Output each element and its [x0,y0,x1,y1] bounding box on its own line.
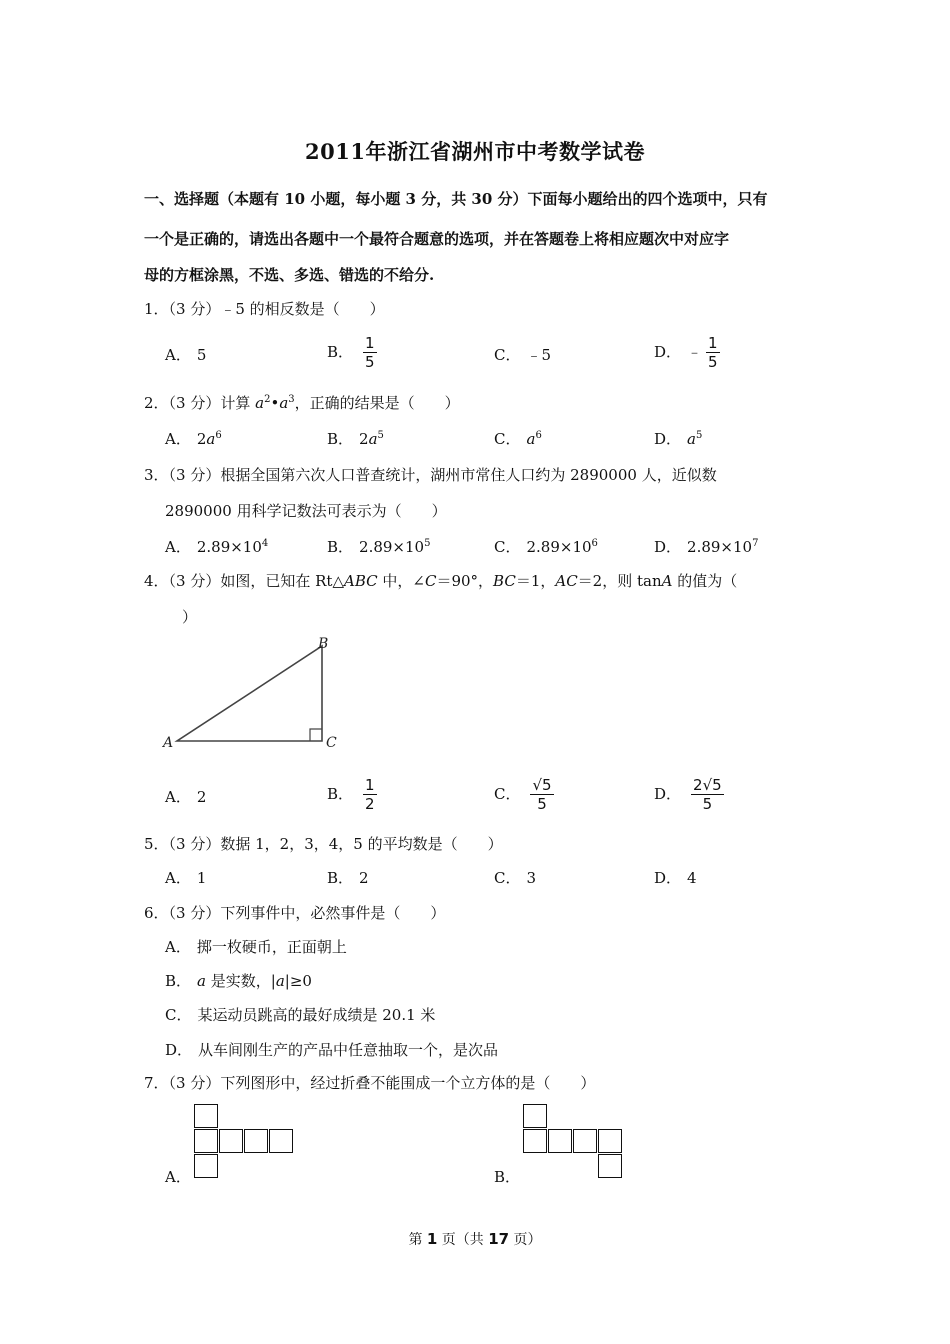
page-footer [0,1229,950,1249]
net-square [548,1129,572,1153]
question-3-stem-line2: 2890000 用科学记数法可表示为（ ） [165,502,447,520]
right-angle-mark [310,729,322,741]
option-letter: D． [165,1041,193,1059]
option-value: ﹣5 [526,346,552,364]
side-name: AC [555,572,578,590]
variable: a [275,972,285,990]
exponent: 7 [752,538,759,549]
variable: a [197,972,206,990]
variable: a [687,430,696,448]
denominator: 5 [708,353,718,371]
question-5-option-b [327,867,369,888]
cube-net-b [523,1104,625,1180]
fraction [691,776,724,813]
denominator: 5 [702,795,713,813]
minus-sign: ﹣ [687,342,703,361]
question-2-option-a [165,428,222,449]
page-number: 1 [426,1230,438,1248]
triangle-shape [177,646,322,741]
base: 2.89×10 [196,538,262,556]
exponent: 5 [695,430,703,441]
option-letter: C． [165,1006,192,1024]
net-square [194,1104,218,1128]
exponent: 6 [535,430,542,441]
variable: a [206,430,216,448]
stem-text: ＝90°， [436,572,494,590]
vertex-label-a: A [163,735,174,751]
option-value: 4 [687,869,697,887]
question-2-option-d [654,428,702,449]
fraction [363,776,377,813]
denominator: 2 [365,795,375,813]
question-6-stem: 6．（3 分）下列事件中，必然事件是（ ） [144,904,446,922]
footer-text: 页（共 [437,1232,489,1248]
question-3-option-c [494,536,598,557]
option-letter: B． [327,430,354,448]
fraction [706,334,720,371]
question-1-option-b [327,334,377,371]
option-letter: C． [494,346,521,364]
vertex-label-c: C [326,735,337,751]
denominator: 5 [365,353,375,371]
numerator: 1 [365,776,375,794]
option-letter: C． [494,784,521,803]
base: 2.89×10 [687,538,753,556]
option-letter: B． [327,342,354,361]
net-square [573,1129,597,1153]
net-square [523,1129,547,1153]
option-value: 3 [526,869,537,887]
question-4-stem-line2: ） [182,608,198,626]
variable: a [526,430,536,448]
option-letter: D． [654,342,682,361]
option-letter: B． [327,869,354,887]
net-square [244,1129,268,1153]
option-letter: D． [654,784,682,803]
option-letter: A． [165,869,191,887]
exponent: 5 [377,430,384,441]
question-3-stem-line1: 3．（3 分）根据全国第六次人口普查统计，湖州市常住人口约为 2890000 人，近似数 [144,466,717,484]
question-4-option-a [165,786,206,807]
exponent: 3 [288,394,295,405]
numerator: 1 [708,334,718,352]
question-3-option-d [654,536,758,557]
question-6-option-c [165,1004,435,1025]
variable: a [279,394,289,412]
footer-text: 页） [509,1232,542,1248]
option-text: 是实数，| [205,972,276,990]
option-letter: C． [494,538,521,556]
net-square [194,1154,218,1178]
denominator: 5 [537,795,547,813]
numerator: 2√5 [693,776,722,794]
question-5-option-a [165,867,206,888]
question-6-option-d [165,1039,498,1060]
section-instructions-line3: 母的方框涂黑，不选、多选、错选的不给分. [144,266,435,284]
exponent: 6 [215,430,222,441]
variable: a [368,430,378,448]
option-value: 2 [196,788,207,806]
option-value: 从车间刚生产的产品中任意抽取一个，是次品 [198,1041,499,1059]
question-4-option-c [494,776,554,813]
variable: a [255,394,265,412]
option-letter: D． [654,430,682,448]
option-letter: A． [165,938,191,956]
stem-text: ，正确的结果是（ ） [294,394,460,412]
question-3-option-a [165,536,268,557]
net-square [269,1129,293,1153]
question-2-stem [144,392,812,413]
question-7-option-b-label: B． [494,1168,521,1186]
option-letter: C． [494,430,521,448]
question-3-option-b [327,536,430,557]
stem-text: 4．（3 分）如图，已知在 Rt△ [144,572,344,590]
coefficient: 2 [359,430,369,448]
question-5-option-c [494,867,536,888]
question-2-option-b [327,428,384,449]
option-letter: A． [165,788,191,806]
fraction [530,776,553,813]
coefficient: 2 [196,430,207,448]
option-letter: C． [494,869,521,887]
option-letter: B． [327,538,354,556]
net-square [523,1104,547,1128]
option-letter: D． [654,869,682,887]
exponent: 5 [424,538,431,549]
vertex-label-b: B [318,636,329,652]
question-5-option-d [654,867,697,888]
option-value: 5 [196,346,207,364]
question-4-stem-line1 [144,570,812,591]
side-name: BC [493,572,516,590]
stem-text: ＝1， [515,572,556,590]
option-letter: D． [654,538,682,556]
question-7-option-a-label: A． [165,1168,191,1186]
angle-name: A [661,572,673,590]
option-letter: A． [165,430,191,448]
section-instructions-line2: 一个是正确的，请选出各题中一个最符合题意的选项，并在答题卷上将相应题次中对应字 [144,230,730,248]
fraction [363,334,377,371]
option-letter: B． [165,972,192,990]
net-square [598,1154,622,1178]
footer-text: 第 [408,1232,427,1248]
question-6-option-b [165,970,312,991]
option-letter: A． [165,538,191,556]
question-7-stem: 7．（3 分）下列图形中，经过折叠不能围成一个立方体的是（ ） [144,1074,596,1092]
stem-text: 2．（3 分）计算 [144,394,256,412]
option-value: 某运动员跳高的最好成绩是 20.1 米 [197,1006,436,1024]
question-1-option-c [494,344,551,365]
question-1-option-a [165,344,206,365]
net-square [598,1129,622,1153]
question-1-stem: 1．（3 分）﹣5 的相反数是（ ） [144,300,385,318]
base: 2.89×10 [526,538,592,556]
option-letter: B． [327,784,354,803]
question-4-option-b [327,776,377,813]
numerator: √5 [532,776,552,794]
dot: • [270,394,280,412]
exponent: 4 [261,538,269,549]
question-2-option-c [494,428,542,449]
base: 2.89×10 [359,538,425,556]
option-value: 掷一枚硬币，正面朝上 [196,938,347,956]
option-letter: A． [165,346,191,364]
question-4-option-d [654,776,724,813]
numerator: 1 [365,334,375,352]
page-title: 2011年浙江省湖州市中考数学试卷 [305,139,645,164]
section-instructions-line1: 一、选择题（本题有 10 小题，每小题 3 分，共 30 分）下面每小题给出的四个选项中，只有 [144,190,768,208]
triangle-name: ABC [343,572,378,590]
net-square [219,1129,243,1153]
total-pages: 17 [488,1230,510,1248]
option-text: |≥0 [284,972,312,990]
stem-text: ＝2，则 tan [577,572,662,590]
stem-text: 中，∠ [377,572,425,590]
option-value: 2 [359,869,369,887]
question-6-option-a [165,936,347,957]
question-1-option-d [654,334,720,371]
question-5-stem: 5．（3 分）数据 1，2，3，4，5 的平均数是（ ） [144,835,503,853]
right-triangle-figure [155,630,355,755]
angle-name: C [424,572,437,590]
option-value: 1 [196,869,207,887]
net-square [194,1129,218,1153]
exponent: 2 [264,394,271,405]
stem-text: 的值为（ [672,572,738,590]
exponent: 6 [591,538,598,549]
cube-net-a [194,1104,296,1180]
